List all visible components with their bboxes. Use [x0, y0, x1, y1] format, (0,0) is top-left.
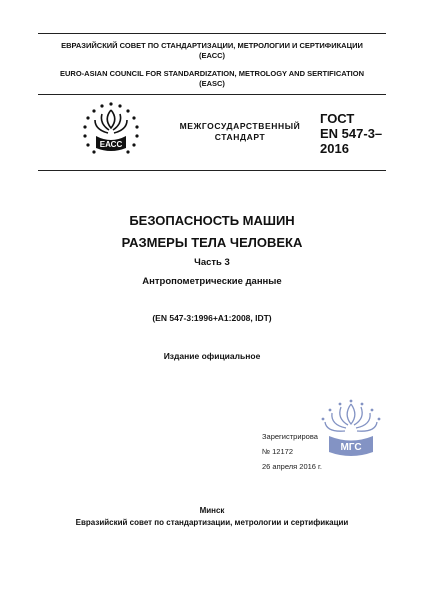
easc-logo-icon — [80, 100, 142, 160]
council-en-abbr: (EASC) — [199, 79, 225, 88]
council-ru-abbr: (ЕАСС) — [198, 51, 226, 60]
title-line1: БЕЗОПАСНОСТЬ МАШИН — [129, 213, 295, 228]
gost-line3: 2016 — [320, 141, 349, 156]
edition-label: Издание официальное — [163, 351, 261, 361]
standard-type-line1: МЕЖГОСУДАРСТВЕННЫЙ — [179, 121, 301, 131]
title-rule — [38, 170, 386, 171]
standard-type-line2: СТАНДАРТ — [214, 132, 266, 142]
gost-line2: EN 547-3– — [320, 126, 383, 141]
title-line2: РАЗМЕРЫ ТЕЛА ЧЕЛОВЕКА — [121, 235, 303, 250]
registration-date: 26 апреля 2016 г. — [262, 462, 322, 471]
subtitle: Антропометрические данные — [142, 276, 282, 287]
registration-number: № 12172 — [262, 447, 293, 456]
standard-type — [178, 121, 302, 143]
top-rule — [38, 33, 386, 34]
standard-reference: (EN 547-3:1996+A1:2008, IDT) — [152, 313, 272, 323]
mgs-stamp-text: МГС — [340, 442, 362, 453]
gost-line1: ГОСТ — [320, 111, 355, 126]
footer-publisher: Евразийский совет по стандартизации, метрологии и сертификации — [75, 518, 349, 527]
gost-designation — [320, 111, 400, 156]
footer-city: Минск — [199, 506, 225, 515]
part-number: Часть 3 — [194, 257, 230, 268]
council-ru: ЕВРАЗИЙСКИЙ СОВЕТ ПО СТАНДАРТИЗАЦИИ, МЕТРОЛОГИИ И СЕРТИФИКАЦИИ — [61, 41, 363, 50]
header-rule — [38, 94, 386, 95]
registration-label: Зарегистрирова — [262, 432, 318, 441]
easc-logo-text: ЕАСС — [99, 140, 123, 149]
mgs-stamp-icon — [317, 398, 385, 472]
council-en: EURO-ASIAN COUNCIL FOR STANDARDIZATION, METROLOGY AND SERTIFICATION — [59, 69, 365, 78]
